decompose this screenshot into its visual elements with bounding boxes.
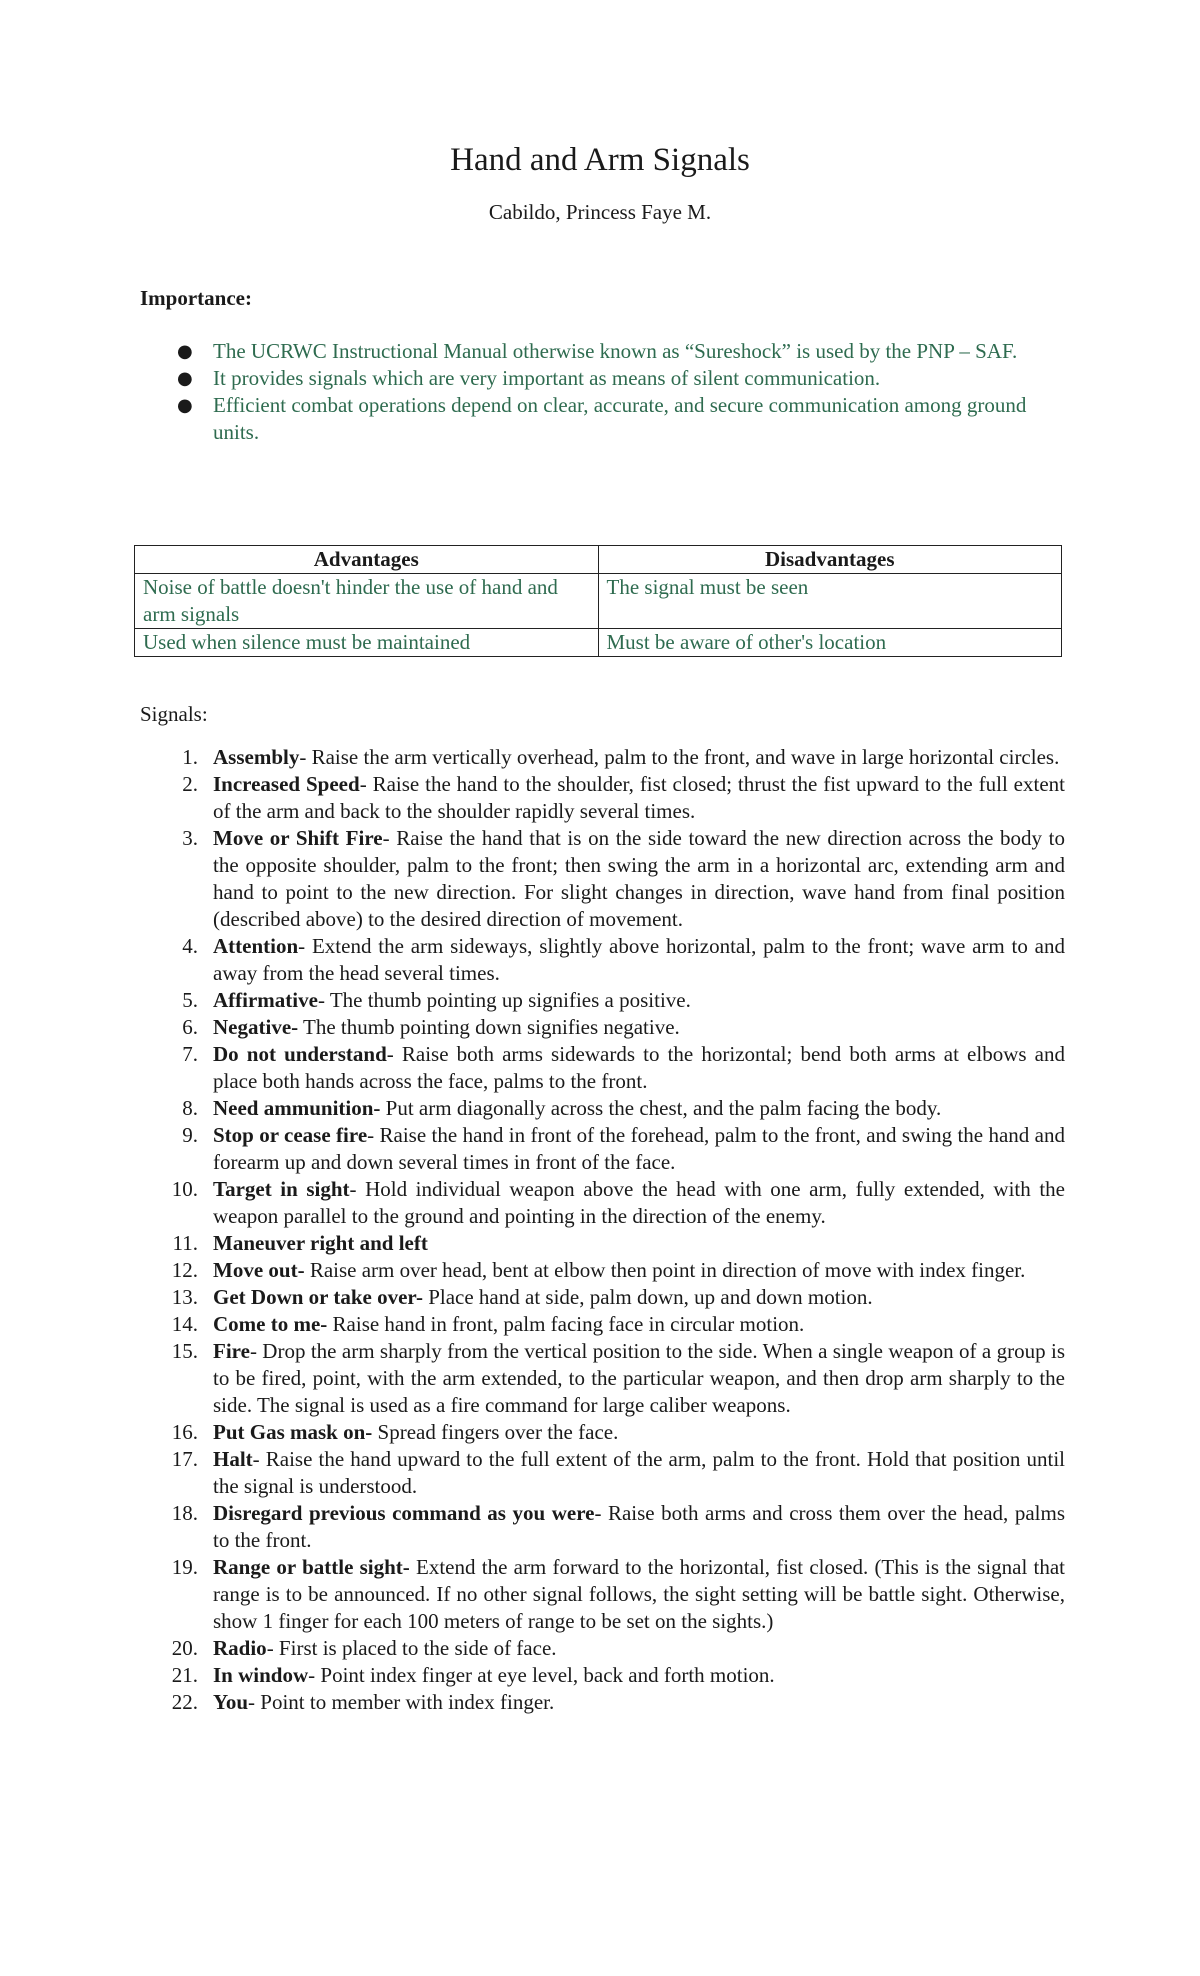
signal-number: 7. — [182, 1042, 198, 1066]
signal-item — [140, 1041, 1065, 1095]
signal-item — [140, 771, 1065, 825]
signal-term: Need ammunition- — [213, 1096, 381, 1120]
signal-item — [140, 1662, 1065, 1689]
signal-description: - Point index finger at eye level, back and forth motion. — [308, 1663, 775, 1687]
importance-item — [140, 338, 1065, 365]
signal-number: 19. — [171, 1555, 198, 1579]
signal-number: 11. — [172, 1231, 198, 1255]
signal-item — [140, 1176, 1065, 1230]
signal-number: 22. — [171, 1690, 198, 1714]
importance-item-text: It provides signals which are very important as means of silent communication. — [213, 366, 881, 390]
signal-description: - Raise both arms sidewards to the horizontal; bend both arms at elbows and place both hands across the face, palms to the front. — [213, 1042, 1065, 1093]
document-author: Cabildo, Princess Faye M. — [488, 200, 712, 224]
importance-item — [140, 365, 1065, 392]
signal-term: Move out- — [213, 1258, 305, 1282]
signal-item — [140, 744, 1065, 771]
signal-term: Halt — [213, 1447, 253, 1471]
signal-item — [140, 987, 1065, 1014]
signal-number: 9. — [182, 1123, 198, 1147]
signal-number: 2. — [182, 772, 198, 796]
signal-term: You — [213, 1690, 249, 1714]
signal-item — [140, 1122, 1065, 1176]
signal-item — [140, 933, 1065, 987]
signal-description: - Raise the hand upward to the full extent of the arm, palm to the front. Hold that position until the signal is understood. — [213, 1447, 1065, 1498]
signal-item — [140, 1419, 1065, 1446]
signal-description: - First is placed to the side of face. — [266, 1636, 557, 1660]
signal-item — [140, 1338, 1065, 1419]
document-title: Hand and Arm Signals — [450, 142, 750, 178]
signal-number: 8. — [182, 1096, 198, 1120]
signal-term: Affirmative — [213, 988, 318, 1012]
signal-number: 17. — [171, 1447, 198, 1471]
signal-description: Extend the arm forward to the horizontal, fist closed. (This is the signal that range is to be announced. If no other signal follows, the sight setting will be battle sight. Otherwise, show 1 finger for each 100 meters of range to be set on the sights.) — [213, 1555, 1065, 1633]
signal-term: Assembly — [213, 745, 300, 769]
signal-description: The thumb pointing down signifies negative. — [298, 1015, 680, 1039]
signal-item — [140, 1284, 1065, 1311]
signal-number: 5. — [182, 988, 198, 1012]
signal-number: 12. — [171, 1258, 198, 1282]
signal-number: 21. — [171, 1663, 198, 1687]
signals-heading: Signals: — [140, 702, 208, 726]
signal-description: Raise hand in front, palm facing face in circular motion. — [327, 1312, 805, 1336]
importance-item-text: Efficient combat operations depend on clear, accurate, and secure communication among ground units. — [213, 393, 1027, 444]
signal-term: Come to me- — [213, 1312, 328, 1336]
signal-description: - Raise the hand that is on the side toward the new direction across the body to the opposite shoulder, palm to the front; then swing the arm in a horizontal arc, extending arm and hand to point to the new direction. For slight changes in direction, wave hand from final position (described above) to the desired direction of movement. — [213, 826, 1066, 931]
signal-number: 14. — [171, 1312, 198, 1336]
signal-description: - Raise both arms and cross them over the head, palms to the front. — [213, 1501, 1065, 1552]
signal-description: Spread fingers over the face. — [372, 1420, 619, 1444]
signal-description: Place hand at side, palm down, up and down motion. — [422, 1285, 873, 1309]
signal-term: Fire — [213, 1339, 250, 1363]
signal-description: - Raise the arm vertically overhead, palm to the front, and wave in large horizontal circles. — [299, 745, 1060, 769]
signal-term: Range or battle sight- — [213, 1555, 410, 1579]
signal-description: Put arm diagonally across the chest, and the palm facing the body. — [380, 1096, 942, 1120]
signal-term: Disregard previous command as you were — [213, 1501, 595, 1525]
signal-term: Get Down or take over- — [213, 1285, 423, 1309]
signal-item — [140, 1095, 1065, 1122]
bullet-icon: ● — [177, 368, 193, 389]
signal-number: 16. — [171, 1420, 198, 1444]
signal-item — [140, 1500, 1065, 1554]
signal-term: Do not understand — [213, 1042, 387, 1066]
advantages-header: Advantages — [135, 546, 599, 574]
signal-number: 18. — [171, 1501, 198, 1525]
signal-term: In window — [213, 1663, 309, 1687]
importance-item-text: The UCRWC Instructional Manual otherwise known as “Sureshock” is used by the PNP – SAF. — [213, 339, 1018, 363]
signal-description: - Drop the arm sharply from the vertical position to the side. When a single weapon of a group is to be fired, point, with the arm extended, to the particular weapon, and then drop arm sharply to the side. The signal is used as a fire command for large caliber weapons. — [213, 1339, 1065, 1417]
importance-item — [140, 392, 1065, 446]
disadvantage-cell: The signal must be seen — [598, 574, 1062, 629]
signal-number: 10. — [171, 1177, 198, 1201]
signal-number: 20. — [171, 1636, 198, 1660]
bullet-icon: ● — [177, 395, 193, 416]
signal-item — [140, 1311, 1065, 1338]
signal-number: 1. — [182, 745, 198, 769]
signal-term: Move or Shift Fire — [213, 826, 383, 850]
signal-description: - Hold individual weapon above the head with one arm, fully extended, with the weapon parallel to the ground and pointing in the direction of the enemy. — [213, 1177, 1065, 1228]
table-row — [135, 629, 1062, 657]
signal-item — [140, 1257, 1065, 1284]
signal-item — [140, 1689, 1065, 1716]
signal-description: Raise arm over head, bent at elbow then point in direction of move with index finger. — [304, 1258, 1026, 1282]
signal-number: 6. — [182, 1015, 198, 1039]
signal-number: 13. — [171, 1285, 198, 1309]
signal-item — [140, 825, 1065, 933]
signal-term: Attention — [213, 934, 299, 958]
importance-heading: Importance: — [140, 286, 252, 310]
signal-description: - Raise the hand in front of the forehead, palm to the front, and swing the hand and forearm up and down several times in front of the face. — [213, 1123, 1065, 1174]
signal-description: - The thumb pointing up signifies a positive. — [317, 988, 691, 1012]
signal-item — [140, 1446, 1065, 1500]
importance-list — [140, 338, 1065, 446]
signals-list — [140, 744, 1065, 1716]
signal-number: 3. — [182, 826, 198, 850]
signal-item — [140, 1014, 1065, 1041]
advantage-cell: Noise of battle doesn't hinder the use of hand and arm signals — [135, 574, 599, 629]
signal-item — [140, 1554, 1065, 1635]
signal-item — [140, 1635, 1065, 1662]
signal-term: Increased Speed — [213, 772, 360, 796]
table-header-row — [135, 546, 1062, 574]
disadvantages-header: Disadvantages — [598, 546, 1062, 574]
advantages-disadvantages-table — [134, 545, 1062, 657]
signal-number: 15. — [171, 1339, 198, 1363]
signal-term: Maneuver right and left — [213, 1231, 428, 1255]
signal-term: Negative- — [213, 1015, 299, 1039]
signal-term: Target in sight — [213, 1177, 350, 1201]
advantage-cell: Used when silence must be maintained — [135, 629, 599, 657]
signal-description: - Point to member with index finger. — [248, 1690, 555, 1714]
table-row — [135, 574, 1062, 629]
signal-term: Put Gas mask on- — [213, 1420, 373, 1444]
signal-description: - Raise the hand to the shoulder, fist closed; thrust the fist upward to the full extent of the arm and back to the shoulder rapidly several times. — [213, 772, 1065, 823]
signal-item — [140, 1230, 1065, 1257]
disadvantage-cell: Must be aware of other's location — [598, 629, 1062, 657]
signal-term: Radio — [213, 1636, 267, 1660]
signal-term: Stop or cease fire — [213, 1123, 368, 1147]
signal-number: 4. — [182, 934, 198, 958]
signal-description: - Extend the arm sideways, slightly above horizontal, palm to the front; wave arm to and away from the head several times. — [213, 934, 1065, 985]
bullet-icon: ● — [177, 341, 193, 362]
